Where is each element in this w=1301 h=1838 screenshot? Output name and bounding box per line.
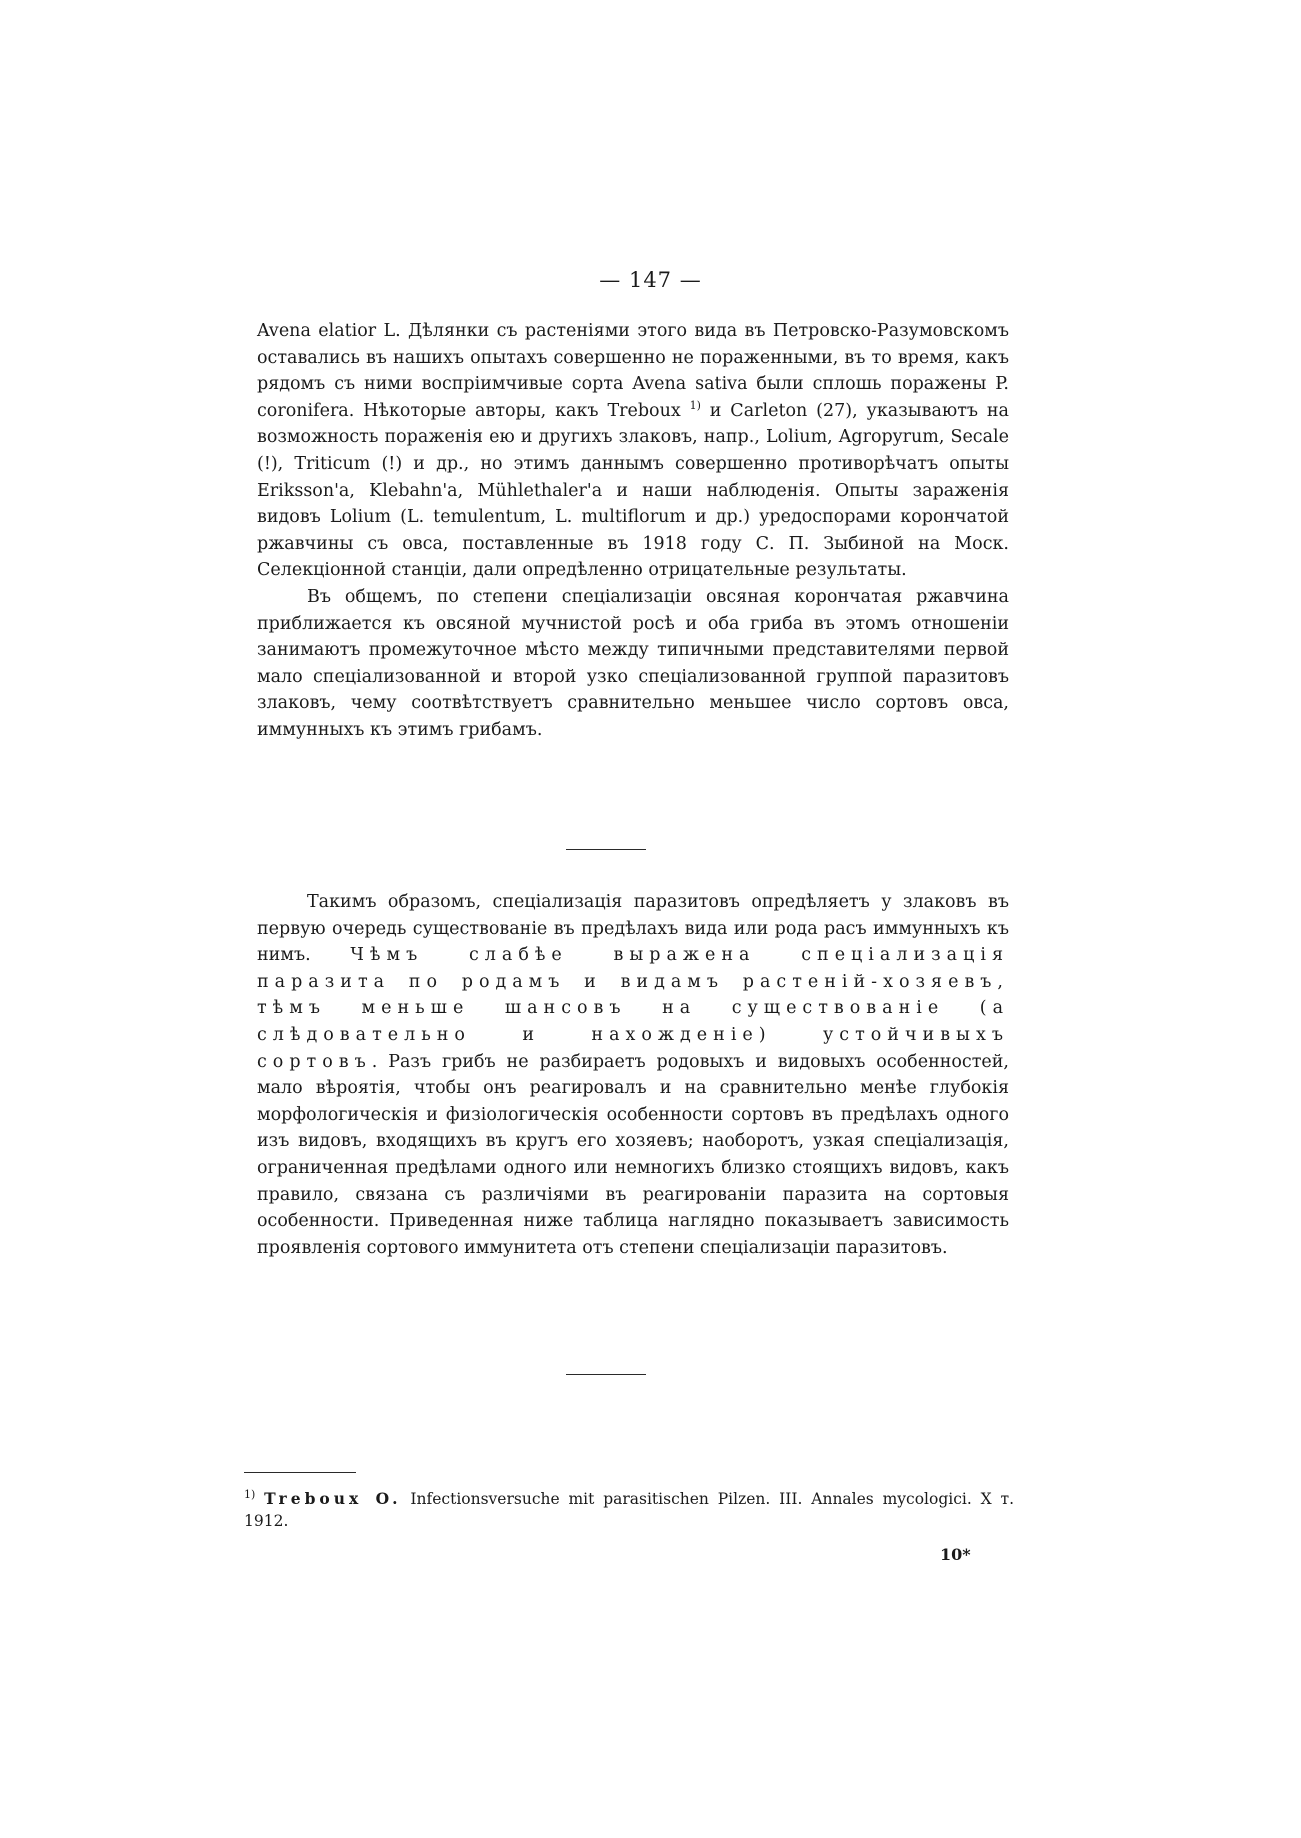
paragraph-conclusion [257, 889, 1009, 1261]
paragraph-avena-elatior [257, 318, 1009, 584]
paragraph-text: . Разъ грибъ не разбираетъ родовыхъ и видовыхъ особенностей, мало вѣроятія, чтобы онъ реагировалъ и на сравнительно менѣе глубокія морфологическія и физіологическія особенности сортовъ въ предѣлахъ одного изъ видовъ, входящихъ въ кругъ его хозяевъ; наоборотъ, узкая спеціализація, ограниченная предѣлами одного или немногихъ близко стоящихъ видовъ, какъ правило, связана съ различіями въ реагированіи паразита на сортовыя особенности. Приведенная ниже таблица наглядно показываетъ зависимость проявленія сортового иммунитета отъ степени спеціализаціи паразитовъ. [257, 1051, 1009, 1258]
text-block-top [257, 318, 1009, 744]
printer-signature-mark: 10* [940, 1545, 971, 1564]
footnote-author: Treboux O. [264, 1489, 402, 1508]
paragraph-text: и Carleton (27), указываютъ на возможность пораженія ею и другихъ злаковъ, напр., Lolium, Agropyrum, Secale (!), Triticum (!) и др., но этимъ даннымъ совершенно противорѣчатъ опыты Eriksson'a, Klebahn'a, Mühlethaler'a и наши наблюденія. Опыты зараженія видовъ Lolium (L. temulentum, L. multiflorum и др.) уредоспорами корончатой ржавчины съ овса, поставленные въ 1918 году С. П. Зыбиной на Моск. Селекціонной станціи, дали опредѣленно отрицательные результаты. [257, 400, 1009, 581]
footnote [244, 1488, 1014, 1532]
footnote-citation: Infectionsversuche mit parasitischen Pilzen. III. Annales mycologici. X т. 1912. [244, 1490, 1014, 1530]
emphasized-text: Чѣмъ слабѣе выражена спеціализація паразита по родамъ и видамъ растеній-хозяевъ, тѣмъ меньше шансовъ на существованіе (а слѣдовательно и нахожденіе) устойчивыхъ сортовъ [257, 945, 1009, 1072]
page-number: — 147 — [599, 268, 702, 292]
footnote-divider [244, 1472, 356, 1473]
section-divider [566, 1374, 646, 1375]
footnote-marker: 1) [244, 1487, 256, 1501]
paragraph-text: Такимъ образомъ, спеціализація паразитовъ опредѣляетъ у злаковъ въ первую очередь существованіе въ предѣлахъ вида или рода расъ иммунныхъ къ нимъ. [257, 892, 1009, 966]
section-divider [566, 849, 646, 850]
paragraph-specialization-summary: Въ общемъ, по степени спеціализаціи овсяная корончатая ржавчина приближается къ овсяной мучнистой росѣ и оба гриба въ этомъ отношеніи занимаютъ промежуточное мѣсто между типичными представителями первой мало спеціализованной и второй узко спеціализованной группой паразитовъ злаковъ, чему соотвѣтствуетъ сравнительно меньшее число сортовъ овса, иммунныхъ къ этимъ грибамъ. [257, 586, 1009, 740]
text-block-conclusion [257, 889, 1009, 1261]
paragraph-text: Avena elatior L. Дѣлянки съ растеніями этого вида въ Петровско-Разумовскомъ оставались въ нашихъ опытахъ совершенно не пораженными, въ то время, какъ рядомъ съ ними воспріимчивые сорта Avena sativa были сплошь поражены P. coronifera. Нѣкоторые авторы, какъ Treboux [257, 321, 1009, 421]
footnote-reference[interactable]: 1) [689, 398, 701, 412]
